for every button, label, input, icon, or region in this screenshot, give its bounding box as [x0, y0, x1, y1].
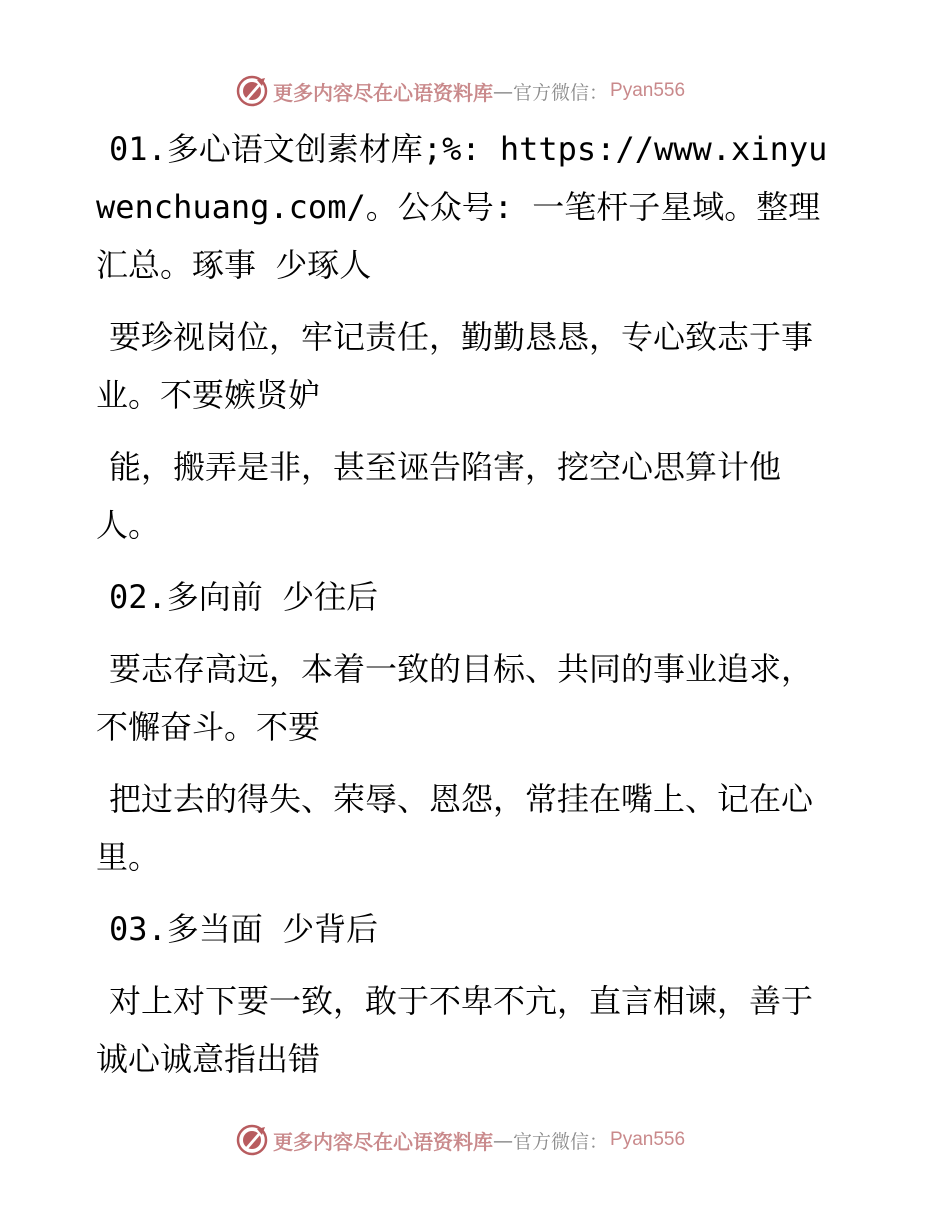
pen-seal-icon — [235, 74, 269, 108]
watermark-wechat-id: Pyan556 — [610, 1129, 686, 1150]
section-heading-03: 03.多当面 少背后 — [109, 910, 379, 948]
paragraph-5: 把过去的得失、荣辱、恩怨，常挂在嘴上、记在心里。 — [96, 780, 814, 876]
paragraph-6: 对上对下要一致，敢于不卑不亢，直言相谏，善于诚心诚意指出错 — [96, 982, 814, 1078]
watermark-text: 更多内容尽在心语资料库 — [273, 1129, 493, 1154]
watermark-dash: — — [493, 79, 513, 103]
paragraph-3: 能，搬弄是非，甚至诬告陷害，挖空心思算计他人。 — [96, 448, 782, 544]
pen-seal-icon — [235, 1123, 269, 1157]
watermark-text: 更多内容尽在心语资料库 — [273, 80, 493, 105]
header-watermark — [235, 72, 705, 110]
document-body — [96, 120, 836, 1102]
paragraph-2: 要珍视岗位，牢记责任，勤勤恳恳，专心致志于事业。不要嫉贤妒 — [96, 318, 814, 414]
paragraph-1: 01.多心语文创素材库;%: https://www.xinyuwenchuang.com/。公众号: 一笔杆子星域。整理汇总。琢事 少琢人 — [96, 130, 828, 284]
watermark-wechat-id: Pyan556 — [610, 80, 686, 101]
paragraph-4: 要志存高远，本着一致的目标、共同的事业追求，不懈奋斗。不要 — [96, 650, 814, 746]
watermark-wechat-label: 官方微信： — [513, 81, 609, 104]
footer-watermark — [235, 1121, 705, 1159]
watermark-wechat-label: 官方微信： — [513, 1130, 609, 1153]
watermark-dash: — — [493, 1128, 513, 1152]
section-heading-02: 02.多向前 少往后 — [109, 578, 379, 616]
